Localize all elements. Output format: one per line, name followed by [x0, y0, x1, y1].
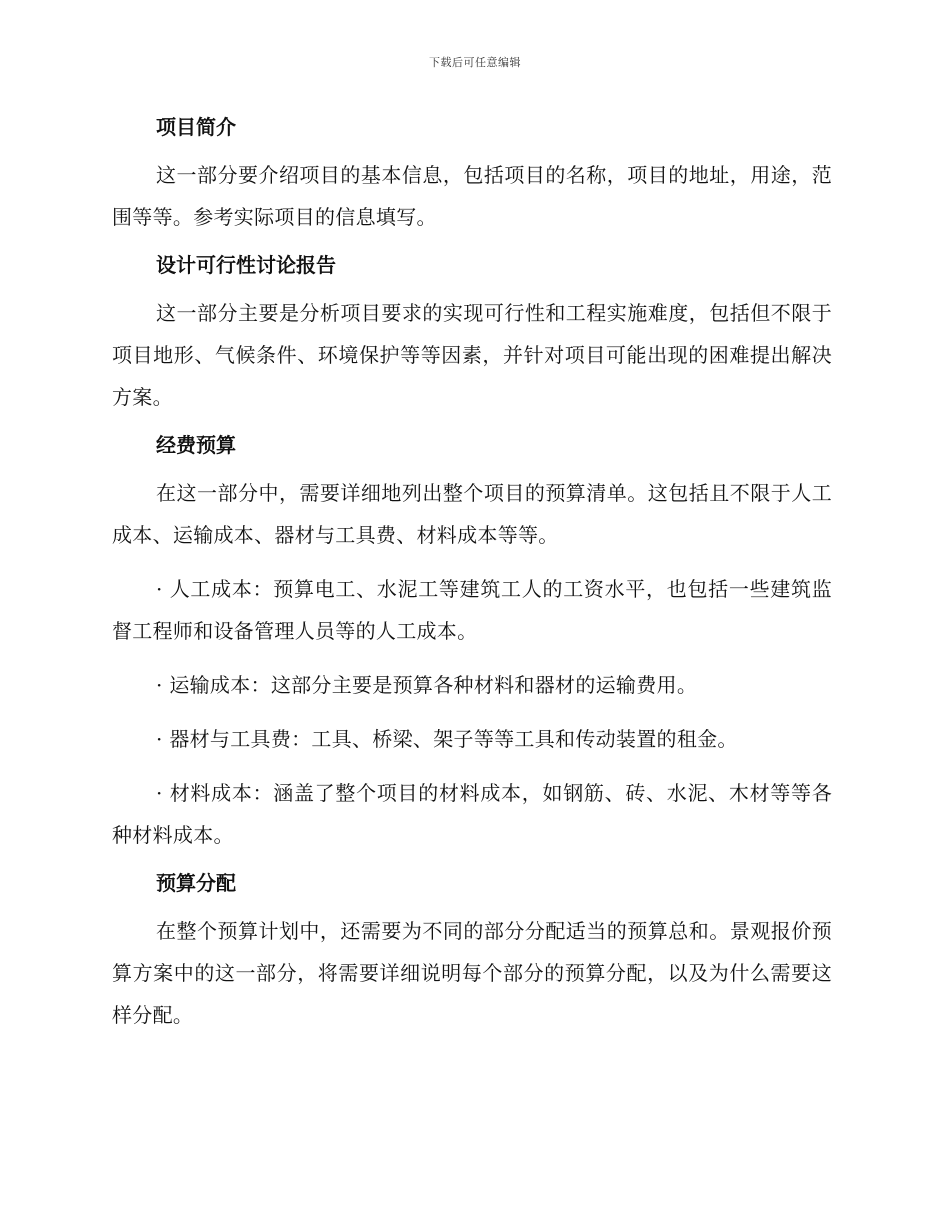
document-body: [112, 112, 832, 1036]
paragraph-feasibility: 这一部分主要是分析项目要求的实现可行性和工程实施难度，包括但不限于项目地形、气候条件、环境保护等等因素，并针对项目可能出现的困难提出解决方案。: [112, 301, 832, 409]
section-heading-feasibility: 设计可行性讨论报告: [156, 253, 336, 277]
section-heading-intro: 项目简介: [156, 115, 236, 139]
section-heading-allocation: 预算分配: [156, 871, 236, 895]
list-item-labor-cost: · 人工成本：预算电工、水泥工等建筑工人的工资水平，也包括一些建筑监督工程师和设备管理人员等的人工成本。: [112, 577, 832, 643]
paragraph-intro: 这一部分要介绍项目的基本信息，包括项目的名称，项目的地址，用途，范围等等。参考实际项目的信息填写。: [112, 163, 832, 229]
header-note: 下载后可任意编辑: [429, 56, 521, 69]
list-item-material-cost: · 材料成本：涵盖了整个项目的材料成本，如钢筋、砖、水泥、木材等等各种材料成本。: [112, 781, 832, 847]
section-heading-budget: 经费预算: [156, 433, 236, 457]
paragraph-allocation: 在整个预算计划中，还需要为不同的部分分配适当的预算总和。景观报价预算方案中的这一部分，将需要详细说明每个部分的预算分配，以及为什么需要这样分配。: [112, 919, 832, 1027]
list-item-transport-cost: · 运输成本：这部分主要是预算各种材料和器材的运输费用。: [156, 673, 698, 697]
list-item-equipment-cost: · 器材与工具费：工具、桥梁、架子等等工具和传动装置的租金。: [156, 727, 738, 751]
paragraph-budget-intro: 在这一部分中，需要详细地列出整个项目的预算清单。这包括且不限于人工成本、运输成本、器材与工具费、材料成本等等。: [112, 481, 832, 547]
